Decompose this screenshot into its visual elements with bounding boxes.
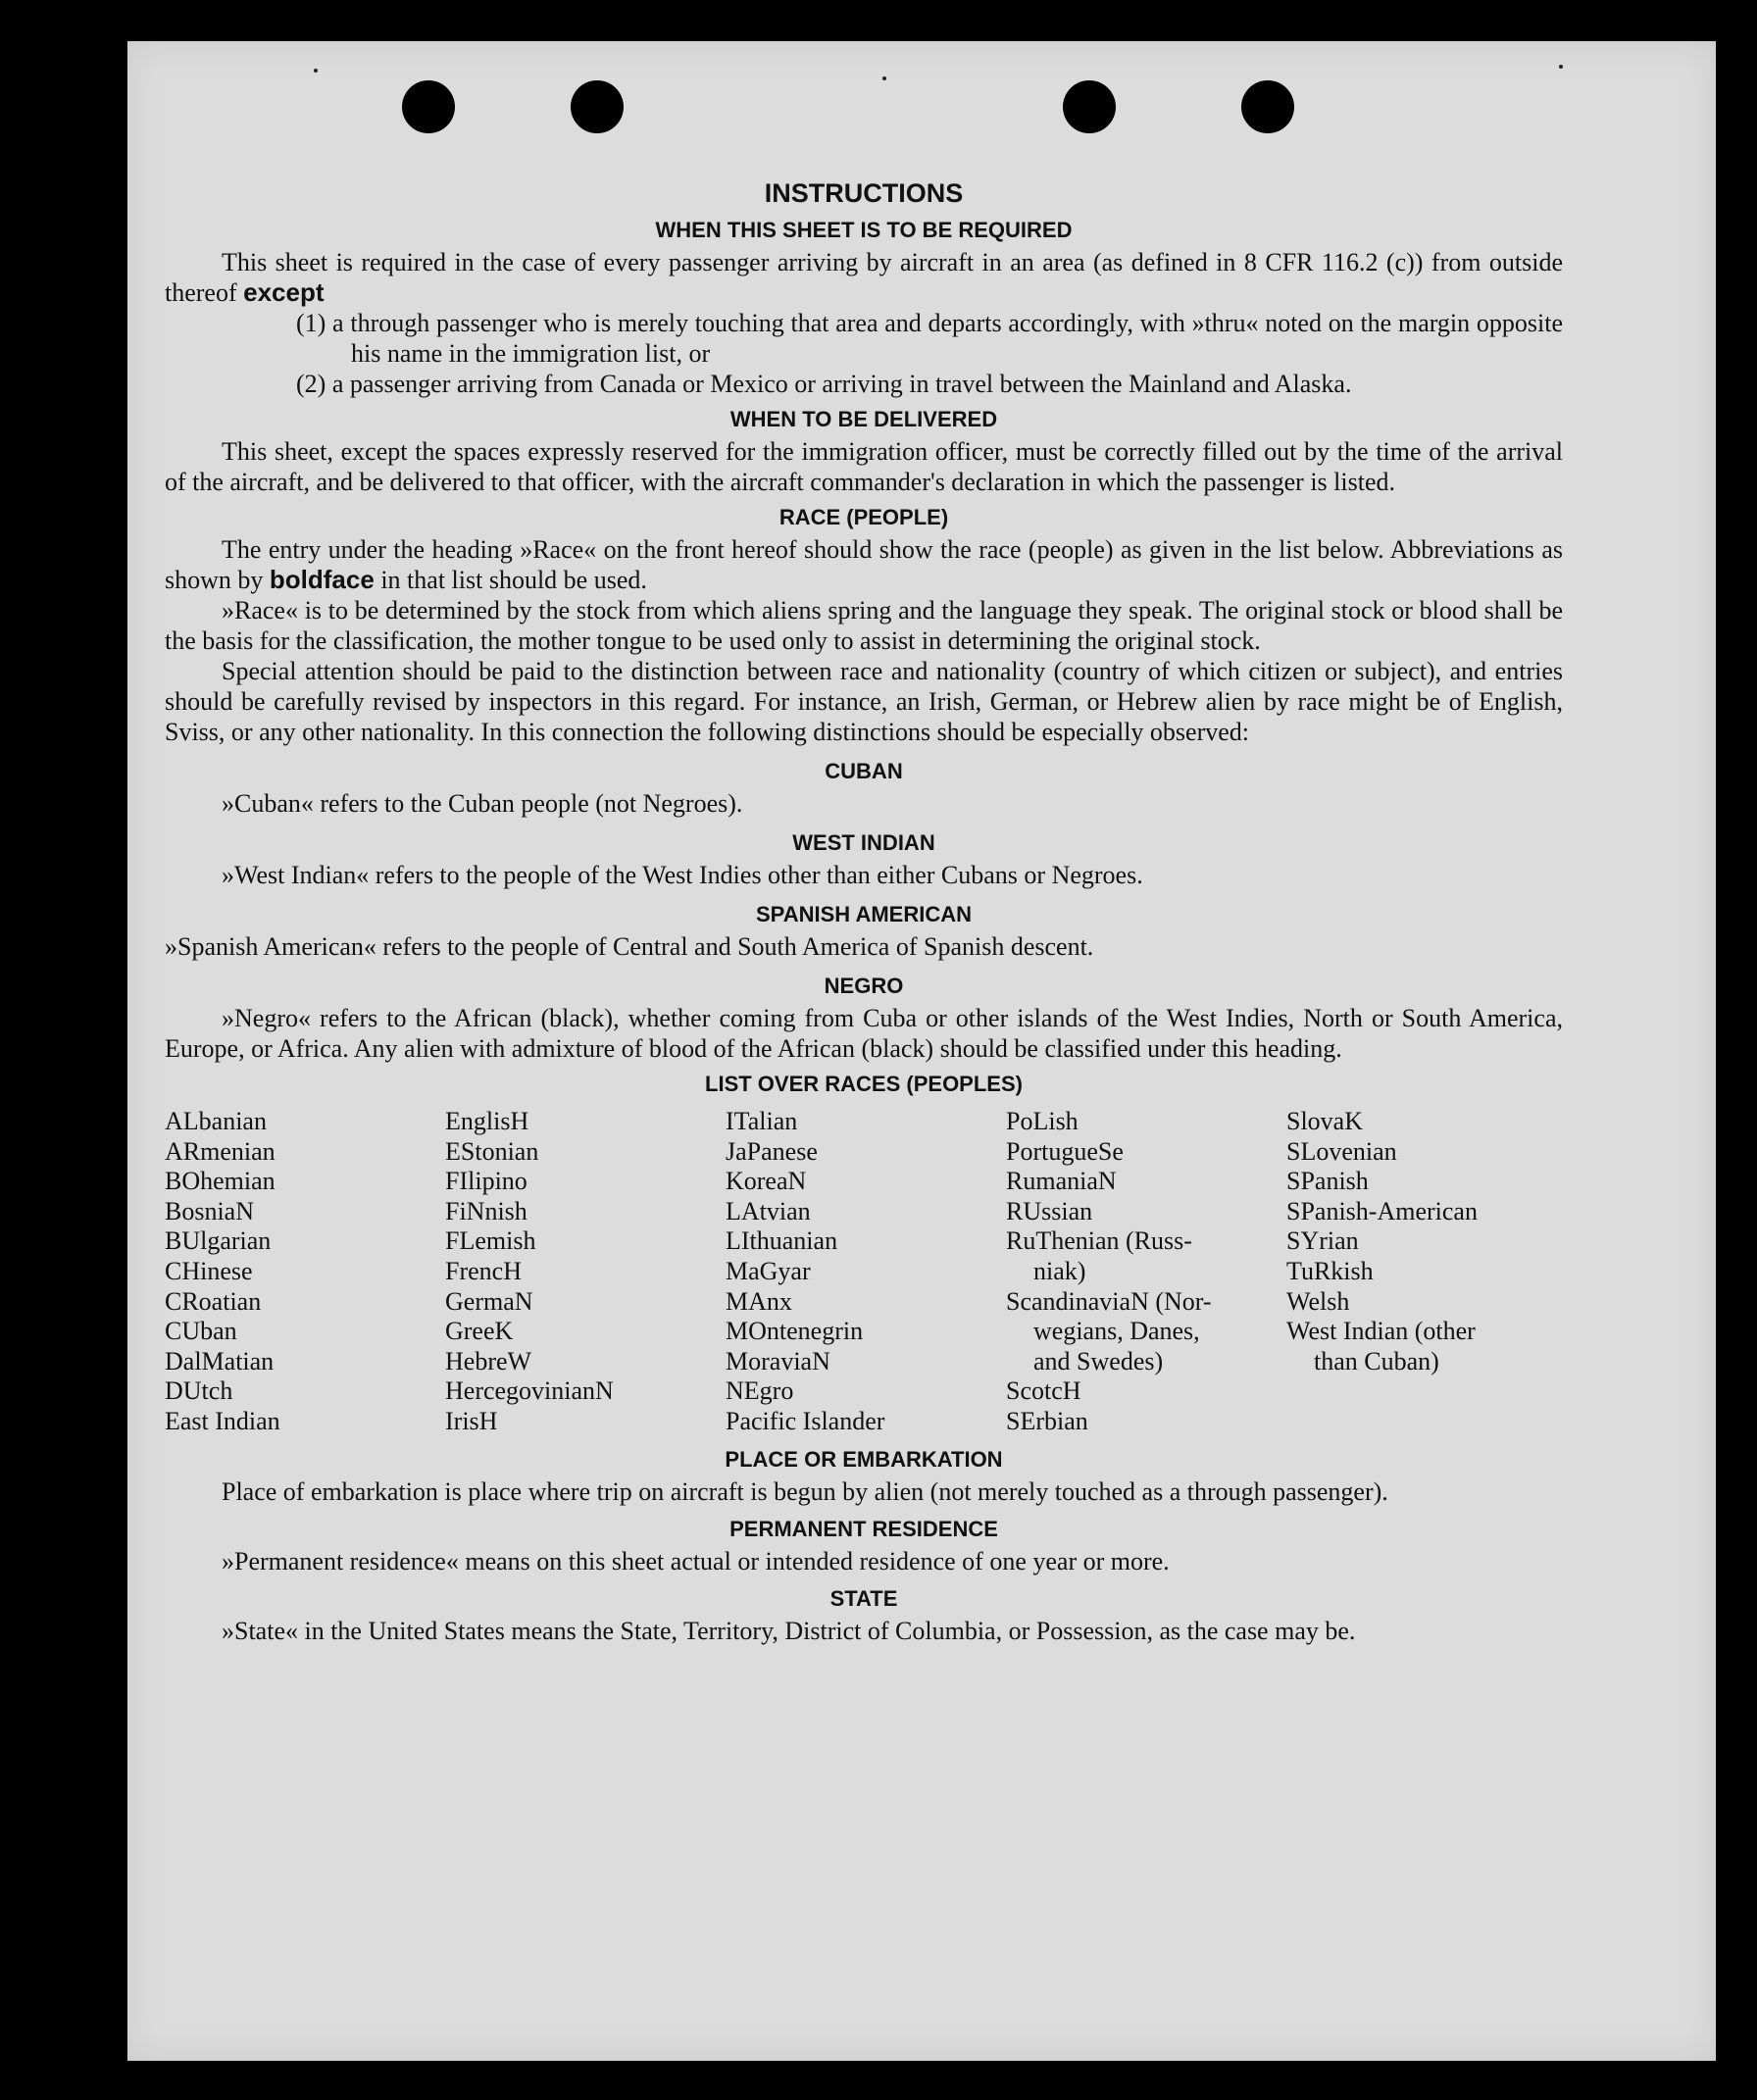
race-entry: SLovenian (1286, 1136, 1397, 1166)
race-entry: MaGyar (726, 1256, 811, 1285)
when-required-intro: This sheet is required in the case of every passenger arriving by aircraft in an area (as defined in 8 CFR 116.2 (c)) from outside thereof except (165, 248, 1563, 307)
spanish-american-text: »Spanish American« refers to the people of Central and South America of Spanish descent. (165, 932, 1094, 961)
heading-permanent-residence: PERMANENT RESIDENCE (729, 1516, 998, 1541)
race-entry: DalMatian (165, 1346, 275, 1375)
race-paragraph-3: Special attention should be paid to the distinction between race and nationality (country of which citizen or subject), and entries should be carefully revised by inspectors in this regard. For instance, an Irish, German, or Hebrew alien by race might be of English, Sviss, or any other nationality. In this connection the following distinctions should be especially observed: (165, 657, 1563, 746)
race-entry: MAnx (726, 1286, 792, 1316)
state-text: »State« in the United States means the State, Territory, District of Columbia, or Possession, as the case may be. (222, 1616, 1356, 1645)
race-entry: BOhemian (165, 1167, 276, 1196)
heading-west-indian: WEST INDIAN (792, 830, 935, 855)
race-entry: LAtvian (726, 1196, 811, 1225)
race-entry: GermaN (445, 1286, 533, 1316)
race-entry-continued: wegians, Danes, (1033, 1317, 1200, 1346)
race-entry: JaPanese (726, 1136, 818, 1166)
race-entry: LIthuanian (726, 1226, 838, 1256)
heading-race-list: LIST OVER RACES (PEOPLES) (705, 1072, 1023, 1096)
race-paragraph-1: The entry under the heading »Race« on the front hereof should show the race (people) as given in the list below. Abbreviations as shown by boldface in that list should be used. (165, 535, 1563, 594)
negro-text: »Negro« refers to the African (black), whether coming from Cuba or other islands of the West Indies, North or South America, Europe, or Africa. Any alien with admixture of blood of the African (black) should be classified under this heading. (165, 1004, 1563, 1063)
when-required-item-1: (1) a through passenger who is merely touching that area and departs accordingly, with »thru« noted on the margin opposite his name in the immigration list, or (296, 309, 1563, 368)
race-entry: FiNnish (445, 1196, 527, 1225)
race-entry: BUlgarian (165, 1226, 272, 1256)
race-entry: ITalian (726, 1107, 798, 1135)
race-entry: SPanish-American (1286, 1196, 1478, 1225)
heading-when-delivered: WHEN TO BE DELIVERED (729, 407, 998, 431)
race-entry: TuRkish (1286, 1256, 1374, 1285)
when-required-item-2: (2) a passenger arriving from Canada or Mexico or arriving in travel between the Mainland and Alaska. (296, 370, 1352, 398)
race-paragraph-2: »Race« is to be determined by the stock from which aliens spring and the language they speak. The original stock or blood shall be the basis for the classification, the mother tongue to be used only to assist in determining the original stock. (165, 596, 1563, 655)
punch-hole (402, 80, 455, 133)
race-entry-continued: niak) (1033, 1256, 1086, 1285)
race-entry: EStonian (445, 1136, 539, 1166)
race-entry: CHinese (165, 1256, 253, 1285)
heading-embarkation: PLACE OR EMBARKATION (725, 1446, 1003, 1472)
race-entry: HercegovinianN (445, 1376, 614, 1406)
race-entry: RumaniaN (1006, 1167, 1117, 1196)
race-entry: FrencH (445, 1256, 522, 1285)
when-delivered-text: This sheet, except the spaces expressly reserved for the immigration officer, must be correctly filled out by the time of the arrival of the aircraft, and be delivered to that officer, with the aircraft commander's declaration in which the passenger is listed. (165, 437, 1563, 496)
heading-negro: NEGRO (824, 974, 904, 998)
embarkation-text: Place of embarkation is place where trip on aircraft is begun by alien (not merely touched as a through passenger). (222, 1476, 1388, 1506)
race-entry-continued: and Swedes) (1033, 1346, 1164, 1375)
race-entry: SlovaK (1286, 1107, 1363, 1135)
heading-race: RACE (PEOPLE) (778, 505, 949, 529)
race-entry: SYrian (1286, 1226, 1359, 1256)
race-entry: GreeK (445, 1317, 514, 1346)
race-entry: PortugueSe (1006, 1136, 1124, 1166)
race-entry: FIlipino (445, 1167, 527, 1196)
race-entry: MOntenegrin (726, 1317, 864, 1346)
permanent-residence-text: »Permanent residence« means on this sheet actual or intended residence of one year or more. (222, 1546, 1170, 1575)
race-entry: KoreaN (726, 1167, 807, 1196)
speck (882, 76, 886, 80)
west-indian-text: »West Indian« refers to the people of the West Indies other than either Cubans or Negroes. (222, 861, 1143, 889)
race-entry: Welsh (1286, 1286, 1350, 1316)
race-entry: DUtch (165, 1376, 233, 1406)
punch-hole (1241, 80, 1294, 133)
race-entry: SPanish (1286, 1167, 1369, 1196)
race-entry: FLemish (445, 1226, 536, 1256)
race-entry: IrisH (445, 1406, 498, 1435)
race-entry: RUssian (1006, 1196, 1093, 1225)
race-entry: PoLish (1006, 1107, 1079, 1135)
race-list-column (1006, 1107, 1286, 1437)
race-entry: CUban (165, 1317, 237, 1346)
speck (314, 69, 318, 73)
cuban-text: »Cuban« refers to the Cuban people (not Negroes). (222, 789, 743, 818)
race-entry: EnglisH (445, 1107, 529, 1135)
heading-state: STATE (829, 1585, 898, 1611)
race-entry: MoraviaN (726, 1346, 830, 1375)
race-entry: ScandinaviaN (Nor- (1006, 1286, 1212, 1316)
punch-hole (571, 80, 624, 133)
race-entry: ScotcH (1006, 1376, 1081, 1406)
race-entry: West Indian (other (1286, 1317, 1476, 1346)
race-entry: RuThenian (Russ- (1006, 1226, 1192, 1256)
race-entry: East Indian (165, 1406, 280, 1435)
race-entry: BosniaN (165, 1196, 254, 1225)
race-entry: Pacific Islander (726, 1406, 885, 1435)
heading-cuban: CUBAN (825, 759, 903, 783)
race-list-column (726, 1107, 1006, 1437)
race-list-column (165, 1107, 445, 1437)
race-entry-continued: than Cuban) (1314, 1346, 1439, 1375)
race-list-column (445, 1107, 726, 1437)
race-entry: HebreW (445, 1346, 532, 1375)
page-title: INSTRUCTIONS (764, 178, 964, 208)
heading-spanish-american: SPANISH AMERICAN (755, 902, 972, 926)
race-entry: ARmenian (165, 1136, 276, 1166)
punch-hole (1063, 80, 1116, 133)
race-entry: SErbian (1006, 1406, 1088, 1435)
heading-when-required: WHEN THIS SHEET IS TO BE REQUIRED (655, 218, 1073, 242)
race-entry: ALbanian (165, 1107, 267, 1135)
speck (1559, 65, 1563, 69)
race-list (165, 1107, 1563, 1437)
document-sheet (127, 41, 1716, 2061)
race-list-column (1286, 1107, 1563, 1437)
instructions-content (165, 176, 1563, 1646)
race-entry: CRoatian (165, 1286, 262, 1316)
race-entry: NEgro (726, 1376, 794, 1406)
